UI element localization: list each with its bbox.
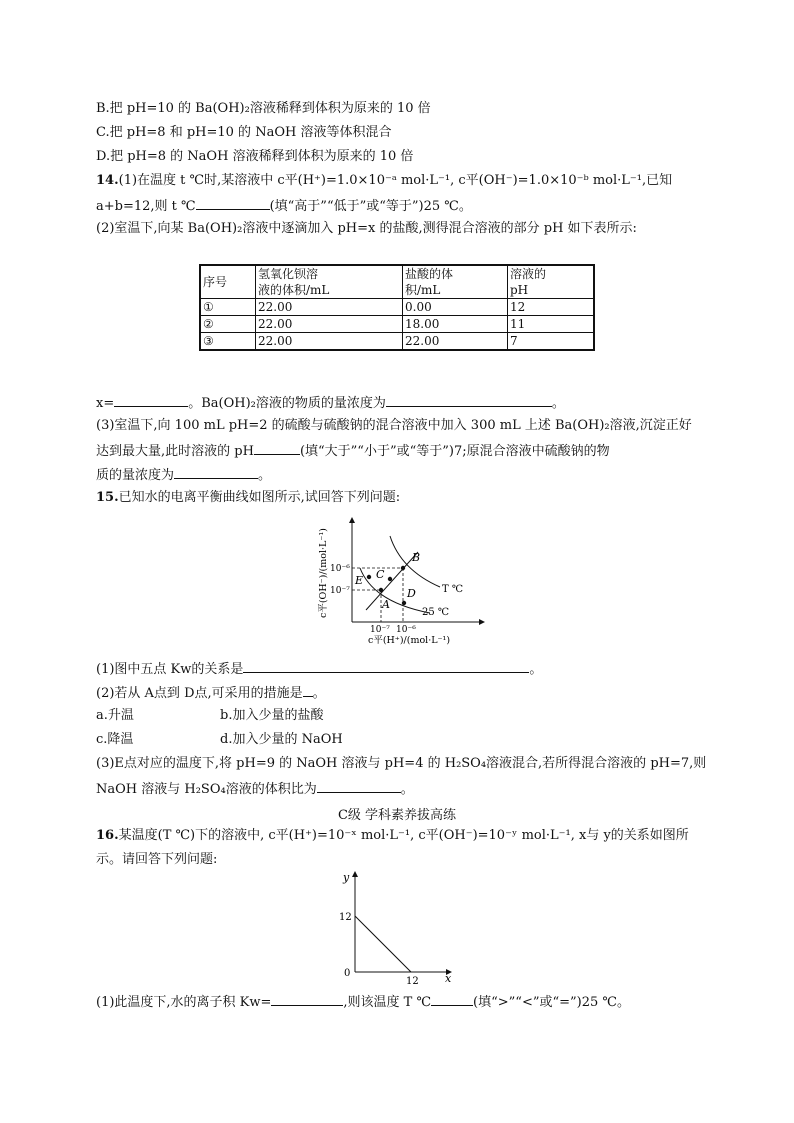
label-A: A — [382, 598, 390, 611]
q15-part3-text: NaOH 溶液与 H₂SO₄溶液的体积比为 — [96, 782, 317, 797]
label-E: E — [355, 574, 364, 587]
header-text: 液的体积/mL — [258, 283, 330, 297]
y-axis-label: y — [343, 871, 350, 884]
header-text: pH — [510, 283, 529, 297]
xy-relation-figure — [335, 868, 459, 986]
q14-x-end: 。 — [551, 396, 565, 411]
y-intercept-label: 12 — [339, 912, 352, 923]
table-cell: ① — [200, 299, 256, 316]
q14-part1-text: (1)在温度 t ℃时,某溶液中 c平(H⁺)=1.0×10⁻ᵃ mol·L⁻¹, c平(OH⁻)=1.0×10⁻ᵇ mol·L⁻¹,已知 — [118, 173, 673, 188]
q14-part3-text3: 质的量浓度为 — [96, 468, 175, 483]
header-text: 序号 — [203, 275, 228, 289]
q14-x-mid: 。Ba(OH)₂溶液的物质的量浓度为 — [188, 396, 386, 411]
answer-blank[interactable] — [254, 441, 300, 455]
q14-part1-line2 — [96, 196, 472, 216]
q15-choice-b: b.加入少量的盐酸 — [220, 708, 324, 723]
table-cell: ② — [200, 316, 256, 333]
answer-blank[interactable] — [271, 992, 343, 1006]
q15-text: 已知水的电离平衡曲线如图所示,试回答下列问题: — [118, 490, 401, 505]
answer-blank[interactable] — [317, 779, 401, 793]
table-cell: 22.00 — [256, 299, 403, 316]
section-heading: C级 学科素养拔高练 — [337, 808, 457, 823]
q14-part3-end: 。 — [258, 468, 272, 483]
label-curve-T: T ℃ — [442, 584, 464, 595]
answer-blank[interactable] — [243, 659, 529, 673]
table-cell: 12 — [508, 299, 595, 316]
table-cell: 22.00 — [256, 333, 403, 351]
y-tick-2: 10⁻⁷ — [330, 586, 350, 596]
q16-stem-line2: 示。请回答下列问题: — [96, 852, 218, 867]
option-c: C.把 pH=8 和 pH=10 的 NaOH 溶液等体积混合 — [96, 125, 392, 140]
point-D — [402, 601, 406, 605]
q15-part1-end: 。 — [529, 662, 543, 677]
q15-number: 15. — [96, 490, 119, 505]
q16-text: 某温度(T ℃)下的溶液中, c平(H⁺)=10⁻ˣ mol·L⁻¹, c平(OH⁻)=10⁻ʸ mol·L⁻¹, x与 y的关系如图所 — [118, 828, 689, 843]
table-header-cell — [200, 265, 256, 299]
header-text: 积/mL — [405, 283, 441, 297]
table-header-cell — [256, 265, 403, 299]
q14-number: 14. — [96, 173, 119, 188]
q14-part3-line1: (3)室温下,向 100 mL pH=2 的硫酸与硫酸钠的混合溶液中加入 300 mL 上述 Ba(OH)₂溶液,沉淀正好 — [96, 418, 692, 433]
table-cell: 11 — [508, 316, 595, 333]
q15-choice-c: c.降温 — [96, 732, 134, 747]
q15-choice-d: d.加入少量的 NaOH — [220, 732, 343, 747]
q15-choice-a: a.升温 — [96, 708, 134, 723]
q14-part3-line2 — [96, 441, 610, 461]
answer-blank[interactable] — [303, 683, 313, 697]
table-header-cell — [403, 265, 508, 299]
table-cell: ③ — [200, 333, 256, 351]
q14-part1-text2: a+b=12,则 t ℃ — [96, 199, 196, 214]
q14-part1-line1 — [96, 172, 672, 190]
option-d: D.把 pH=8 的 NaOH 溶液稀释到体积为原来的 10 倍 — [96, 149, 414, 164]
table-cell: 22.00 — [403, 333, 508, 351]
x-tick-1: 10⁻⁷ — [370, 625, 390, 635]
x-axis-label: c平(H⁺)/(mol·L⁻¹) — [368, 635, 451, 646]
table-row — [200, 299, 594, 316]
water-ionization-figure — [310, 512, 490, 646]
q15-part3-line1: (3)E点对应的温度下,将 pH=9 的 NaOH 溶液与 pH=4 的 H₂SO₄溶液混合,若所得混合溶液的 pH=7,则 — [96, 756, 707, 771]
point-B — [401, 566, 405, 570]
q14-part3-text: 达到最大量,此时溶液的 pH — [96, 444, 254, 459]
x-tick-2: 10⁻⁶ — [396, 625, 416, 635]
q16-number: 16. — [96, 828, 119, 843]
origin-label: 0 — [344, 968, 351, 979]
q15-stem — [96, 489, 400, 507]
answer-blank[interactable] — [196, 196, 270, 210]
table-cell: 22.00 — [256, 316, 403, 333]
table-cell: 18.00 — [403, 316, 508, 333]
q14-part1-hint: (填“高于”“低于”或“等于”)25 ℃。 — [269, 199, 472, 214]
answer-blank[interactable] — [431, 992, 473, 1006]
point-C — [388, 577, 392, 581]
q15-part3-end: 。 — [400, 782, 414, 797]
label-D: D — [407, 587, 416, 600]
header-text: 氢氧化钡溶 — [258, 267, 319, 281]
x-intercept-label: 12 — [406, 976, 419, 986]
curve-25 — [360, 568, 430, 613]
q16-part1-hint: (填“>”“<”或“=”)25 ℃。 — [473, 995, 630, 1010]
answer-blank[interactable] — [114, 393, 188, 407]
option-b: B.把 pH=10 的 Ba(OH)₂溶液稀释到体积为原来的 10 倍 — [96, 101, 431, 116]
table-header-row — [200, 265, 594, 299]
q14-part3-line3 — [96, 465, 271, 485]
q16-stem-line1 — [96, 827, 689, 845]
q15-part2-text: (2)若从 A点到 D点,可采用的措施是 — [96, 686, 303, 701]
q15-part2-end: 。 — [312, 686, 326, 701]
point-A — [379, 588, 383, 592]
xy-line — [355, 916, 411, 972]
table-cell: 0.00 — [403, 299, 508, 316]
q15-part1 — [96, 659, 542, 679]
table-cell: 7 — [508, 333, 595, 351]
table-row — [200, 316, 594, 333]
q16-part1 — [96, 992, 630, 1012]
table-row — [200, 333, 594, 351]
header-text: 溶液的 — [510, 267, 547, 281]
label-curve-25: 25 ℃ — [422, 607, 450, 618]
q14-part3-hint: (填“大于”“小于”或“等于”)7;原混合溶液中硫酸钠的物 — [299, 444, 610, 459]
answer-blank[interactable] — [386, 393, 552, 407]
q14-part2-text: (2)室温下,向某 Ba(OH)₂溶液中逐滴加入 pH=x 的盐酸,测得混合溶液的部分 pH 如下表所示: — [96, 221, 637, 236]
y-axis-label: c平(OH⁻)/(mol·L⁻¹) — [318, 528, 329, 618]
q15-part1-text: (1)图中五点 Kw的关系是 — [96, 662, 244, 677]
y-tick-1: 10⁻⁶ — [330, 564, 350, 574]
q15-part2 — [96, 683, 326, 703]
label-C: C — [376, 568, 385, 581]
q15-part3-line2 — [96, 779, 414, 799]
label-B: B — [412, 551, 421, 564]
x-axis-label: x — [445, 972, 452, 985]
data-table — [199, 264, 595, 351]
point-E — [367, 575, 371, 579]
q14-x-label: x= — [96, 396, 115, 411]
q14-x-line — [96, 393, 565, 413]
table-header-cell — [508, 265, 595, 299]
header-text: 盐酸的体 — [405, 267, 454, 281]
answer-blank[interactable] — [174, 465, 258, 479]
q16-part1-mid: ,则该温度 T ℃ — [343, 995, 432, 1010]
q16-part1-text: (1)此温度下,水的离子积 Kw= — [96, 995, 272, 1010]
